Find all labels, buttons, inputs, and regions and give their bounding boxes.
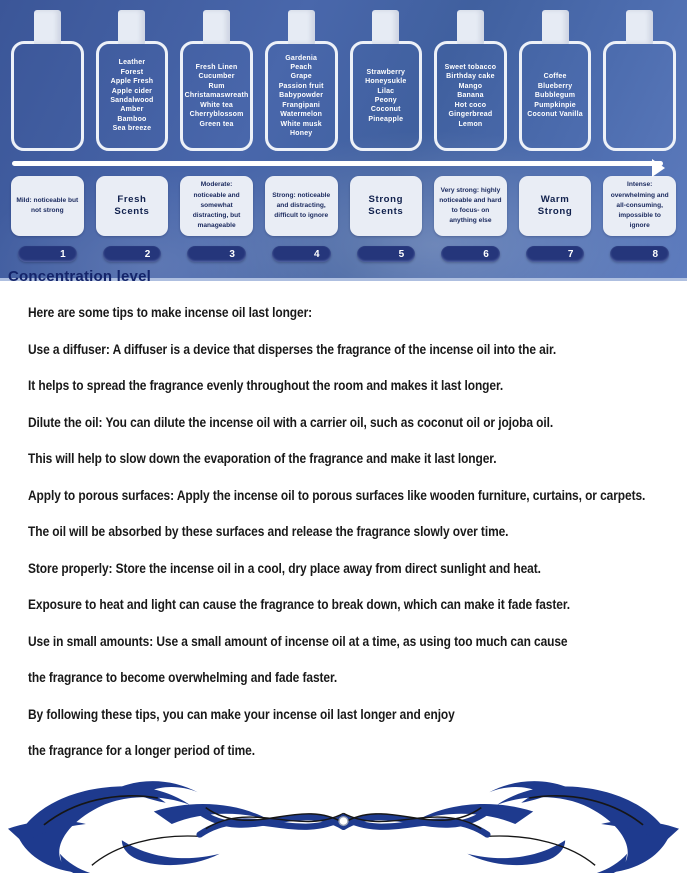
level-number-pill: 6	[441, 246, 500, 262]
scent-bottle	[350, 0, 423, 151]
scent-name: Forest	[120, 68, 144, 76]
scent-name: Sweet tobacco	[444, 63, 497, 71]
intensity-description-box: Fresh Scents	[96, 176, 169, 236]
tip-line: Use in small amounts: Use a small amount of incense oil at a time, as using too much can cause	[28, 633, 568, 649]
scent-name: Green tea	[199, 120, 234, 128]
scent-name: Cherryblossom	[189, 111, 244, 119]
bottle-cap	[288, 10, 315, 44]
scent-name: Peony	[374, 97, 397, 104]
bottle-cap	[203, 10, 230, 44]
scent-name: Mango	[458, 82, 483, 90]
scent-name: Blueberry	[537, 82, 573, 90]
scent-bottle	[434, 0, 507, 151]
scent-name: Christamaswreath	[184, 92, 249, 100]
scent-bottle	[180, 0, 253, 151]
bottle-cap	[457, 10, 484, 44]
bottle-scent-list	[434, 41, 507, 151]
scent-name: Pineapple	[368, 115, 404, 123]
concentration-level-label: Concentration level	[8, 268, 151, 285]
tribal-flourish-divider	[4, 773, 683, 873]
bottle-cap	[542, 10, 569, 44]
tip-line: By following these tips, you can make your incense oil last longer and enjoy	[28, 706, 455, 722]
level-number-pill: 1	[18, 246, 77, 262]
bottle-cap	[372, 10, 399, 44]
tip-line: the fragrance for a longer period of time.	[28, 743, 255, 758]
scent-name: Sandalwood	[110, 97, 154, 104]
tip-line: Exposure to heat and light can cause the fragrance to break down, which can make it fade faster.	[28, 597, 570, 612]
level-number-pill: 5	[357, 246, 416, 262]
scent-concentration-banner	[0, 0, 687, 285]
scent-bottle	[11, 0, 84, 151]
level-number-pill: 4	[272, 246, 331, 262]
scent-name: Leather	[118, 59, 146, 67]
tip-line: Here are some tips to make incense oil last longer:	[28, 305, 313, 320]
scent-name: Coconut Vanilla	[527, 111, 583, 119]
intensity-description-box: Strong: noticeable and distracting, difficult to ignore	[265, 176, 338, 236]
level-number-pill: 8	[610, 246, 669, 262]
scent-bottle	[519, 0, 592, 151]
scent-name: Gardenia	[285, 54, 318, 62]
tip-line: Apply to porous surfaces: Apply the incense oil to porous surfaces like wooden furniture, curtains, or carpets.	[28, 487, 646, 503]
scent-name: White tea	[200, 101, 234, 109]
scent-name: Grape	[290, 73, 312, 81]
scent-name: Bamboo	[117, 115, 147, 123]
bottle-scent-list	[11, 41, 84, 151]
intensity-description-box: Mild: noticeable but not strong	[11, 176, 84, 236]
scent-name: Apple cider	[111, 87, 153, 95]
intensity-description-box: Strong Scents	[350, 176, 423, 236]
scent-name: Honey	[289, 130, 313, 138]
intensity-description-box: Moderate: noticeable and somewhat distracting, but manageable	[180, 176, 253, 236]
tip-line: It helps to spread the fragrance evenly throughout the room and makes it last longer.	[28, 378, 504, 393]
flourish-graphic	[4, 773, 683, 873]
scent-name: Gingerbread Lemon	[448, 111, 493, 128]
scent-name: Sea breeze	[112, 125, 152, 133]
scent-bottle	[96, 0, 169, 151]
scent-name: Rum	[208, 82, 225, 90]
tip-line: Dilute the oil: You can dilute the incense oil with a carrier oil, such as coconut oil or jojoba oil.	[28, 414, 554, 430]
intensity-arrow	[12, 157, 673, 171]
scent-name: Bubblegum	[534, 92, 576, 100]
scent-name: Amber	[120, 106, 144, 114]
bottle-scent-list	[180, 41, 253, 151]
scent-name: Fresh Linen	[195, 63, 238, 71]
scent-name: Pumpkinpie	[534, 101, 576, 109]
scent-name: Coffee	[543, 73, 567, 81]
bottle-scent-list	[603, 41, 676, 151]
scent-name: Frangipani	[282, 101, 321, 109]
scent-name: Banana	[457, 92, 484, 100]
level-number-pill: 7	[526, 246, 585, 262]
tip-line: This will help to slow down the evaporation of the fragrance and make it last longer.	[28, 451, 497, 466]
bottle-scent-list	[519, 41, 592, 151]
bottle-scent-list	[265, 41, 338, 151]
scent-name: Watermelon	[280, 111, 323, 119]
scent-bottle	[603, 0, 676, 151]
scale-row	[0, 171, 687, 236]
bottle-row	[0, 0, 687, 151]
scent-name: Coconut	[370, 106, 401, 114]
arrow-line	[12, 161, 663, 166]
scent-name: Apple Fresh	[110, 78, 154, 86]
tip-line: the fragrance to become overwhelming and fade faster.	[28, 670, 338, 685]
scent-name: Honeysukle	[365, 78, 407, 86]
tip-line: Store properly: Store the incense oil in a cool, dry place away from direct sunlight and heat.	[28, 560, 541, 576]
scent-name: White musk	[280, 120, 322, 128]
bottle-cap	[626, 10, 653, 44]
scent-name: Birthday cake	[446, 73, 495, 81]
level-pill-row	[0, 236, 687, 262]
bottle-scent-list	[350, 41, 423, 151]
scent-name: Babypowder	[279, 92, 324, 100]
intensity-description-box: Very strong: highly noticeable and hard to focus- on anything else	[434, 176, 507, 236]
scent-name: Lilac	[377, 87, 395, 95]
intensity-description-box: Intense: overwhelming and all-consuming, impossible to ignore	[603, 176, 676, 236]
level-number-pill: 2	[103, 246, 162, 262]
scent-name: Cucumber	[198, 73, 235, 81]
scent-name: Peach	[290, 63, 312, 71]
scent-bottle	[265, 0, 338, 151]
arrow-head-icon	[652, 159, 665, 177]
tip-line: Use a diffuser: A diffuser is a device that disperses the fragrance of the incense oil into the air.	[28, 341, 557, 357]
level-number-pill: 3	[187, 246, 246, 262]
scent-name: Strawberry	[366, 68, 406, 76]
scent-name: Passion fruit	[278, 82, 324, 90]
flourish-center-bead	[339, 817, 348, 826]
tips-section	[0, 281, 687, 758]
bottle-scent-list	[96, 41, 169, 151]
intensity-description-box: Warm Strong	[519, 176, 592, 236]
bottle-cap	[34, 10, 61, 44]
tip-line: The oil will be absorbed by these surfaces and release the fragrance slowly over time.	[28, 524, 509, 539]
bottle-cap	[118, 10, 145, 44]
scent-name: Hot coco	[454, 101, 487, 109]
